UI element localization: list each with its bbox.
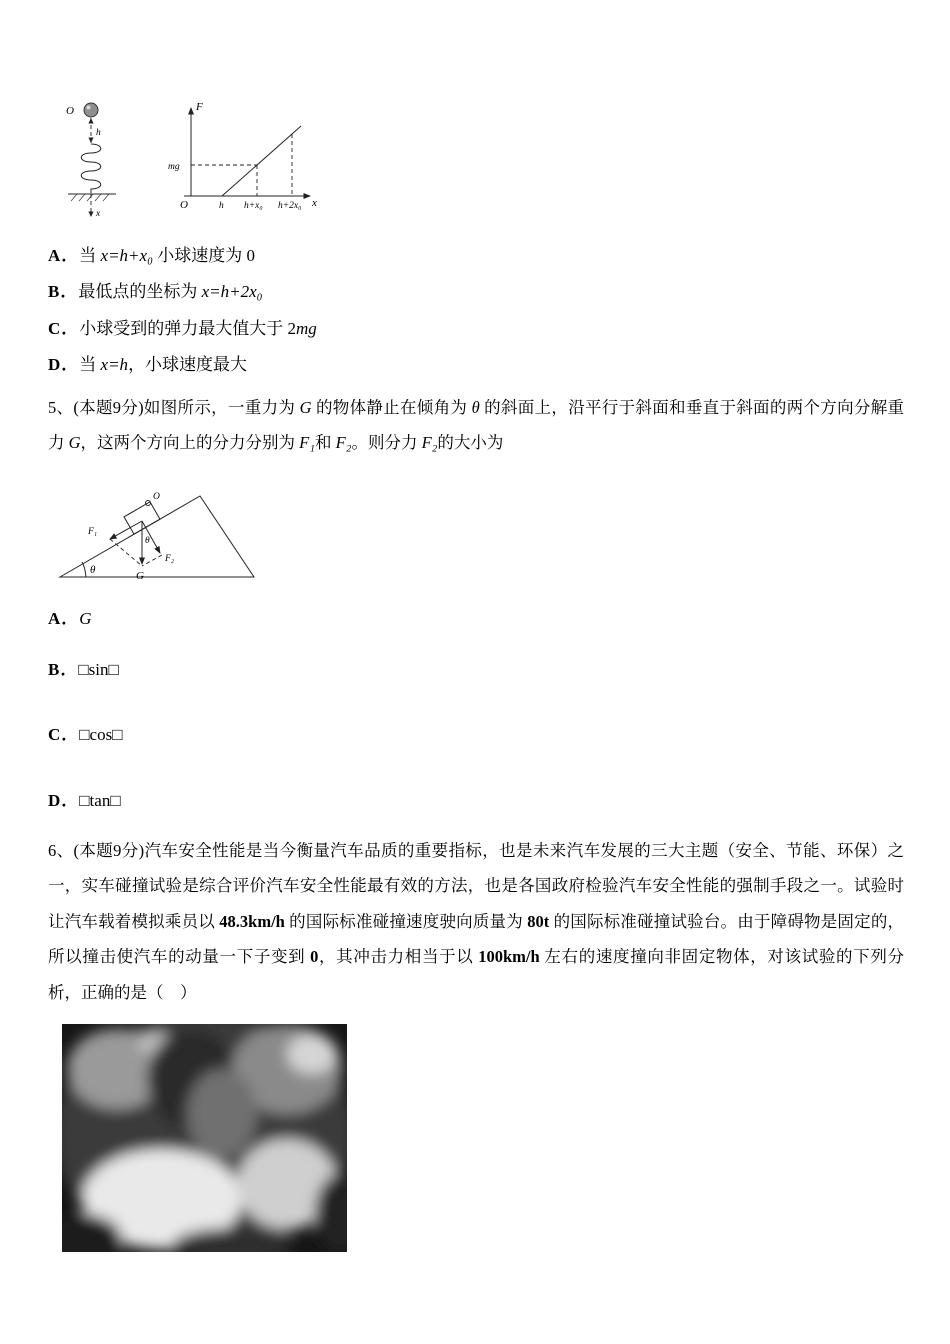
- q5-option-d: [48, 790, 904, 811]
- option-label: C．: [48, 318, 80, 338]
- option-text: 小球受到的弹力最大值大于 2: [79, 318, 297, 338]
- option-text: □tan□: [79, 790, 121, 810]
- f1-label: F₁: [88, 526, 98, 537]
- q5-text: 。则分力: [351, 433, 422, 453]
- q6-text: ，其冲击力相当于以: [318, 947, 479, 967]
- option-label: D．: [48, 354, 80, 374]
- q5-text: 5、(本题9分)如图所示，一重力为: [48, 398, 300, 417]
- spring-coil: [81, 144, 101, 193]
- graph-f-label: F: [196, 101, 203, 113]
- q6-stem: [48, 833, 904, 1010]
- x-direction-label: x: [96, 209, 101, 219]
- option-label: A．: [48, 608, 80, 628]
- option-math: x=h: [100, 354, 129, 374]
- q6-text: 的国际标准碰撞速度驶向质量为: [284, 911, 528, 931]
- option-text: 小球速度为 0: [152, 246, 255, 265]
- q6-text: 左右的速度撞向非固定物体，对该试验的下列分析，正确的是（ ）: [48, 947, 905, 1002]
- q5-option-c: [48, 724, 904, 745]
- q4-option-d: [48, 354, 904, 375]
- q5-figure: [52, 471, 904, 594]
- q6-text: 6、(本题9分)汽车安全性能是当今衡量汽车品质的重要指标，也是未来汽车发展的三大主题（安全、节能、环保）之一，实车碰撞试验是综合评价汽车安全性能最有效的方法，也是各国政府检验汽车安全性能的强制手段之一。试验时让汽车载着模拟乘员以: [48, 840, 904, 931]
- q5-var: F₂: [335, 433, 352, 453]
- ball-icon: [84, 103, 98, 117]
- option-label: B．: [48, 282, 79, 302]
- ground-hatching: [71, 194, 109, 201]
- tick-h: h: [219, 201, 224, 211]
- option-text: G: [79, 608, 92, 628]
- q5-var: G: [68, 433, 81, 453]
- q5-var: F₂: [421, 433, 438, 453]
- g-label: G: [136, 569, 144, 582]
- option-math: x=h+x₀: [100, 246, 153, 265]
- q4-figure: [54, 96, 904, 231]
- q6-value: 80t: [527, 911, 550, 931]
- q5-option-a: [48, 608, 904, 629]
- q5-option-b: [48, 659, 904, 680]
- option-text: 当: [79, 354, 101, 374]
- q5-options: [48, 608, 904, 811]
- option-label: B．: [48, 660, 79, 680]
- q4-option-c: [48, 318, 904, 339]
- option-text: □cos□: [79, 725, 123, 745]
- f2-label: F₂: [165, 553, 175, 564]
- block-angle-label: θ: [145, 535, 150, 546]
- f1-vector: [110, 521, 142, 539]
- q4-option-b: [48, 281, 904, 302]
- q6-value: 100km/h: [478, 947, 540, 967]
- option-label: D．: [48, 790, 80, 810]
- ball-origin-label: O: [66, 105, 74, 117]
- graph-origin-label: O: [180, 199, 188, 211]
- q5-var: F₁: [299, 433, 315, 453]
- q5-text: ，这两个方向上的分力分别为: [80, 433, 300, 453]
- photo-blobs: [62, 1024, 347, 1252]
- tick-h-2x0: h+2x₀: [278, 201, 302, 211]
- h-distance-label: h: [96, 128, 101, 138]
- tick-h-x0: h+x₀: [244, 201, 263, 211]
- crash-test-photo-image: [62, 1024, 347, 1252]
- q6-value: 48.3km/h: [219, 911, 285, 931]
- block-o-label: O: [153, 491, 160, 502]
- q5-var: G: [299, 398, 312, 417]
- q6-text: 的国际标准碰撞试验台。由于障碍物是固定的，所以撞击使汽车的动量一下子变到: [48, 911, 905, 967]
- mg-label: mg: [168, 162, 180, 172]
- option-text: ，小球速度最大: [128, 354, 248, 374]
- q5-stem: [48, 390, 904, 461]
- base-angle-label: θ: [90, 563, 96, 576]
- option-math: x=h+2x₀: [201, 282, 263, 302]
- q5-text: 的斜面上，沿平行于斜面和垂直于斜面的两个方向分解重力: [48, 398, 904, 453]
- incline-figure: [52, 471, 267, 589]
- base-angle-arc: [82, 562, 86, 577]
- crash-test-photo: [62, 1024, 347, 1252]
- q4-options: [48, 245, 904, 375]
- q5-var: θ: [471, 398, 480, 417]
- q5-text: 和: [315, 433, 336, 453]
- option-math: mg: [296, 318, 317, 338]
- q5-text: 的大小为: [437, 433, 504, 453]
- q5-text: 的物体静止在倾角为: [311, 398, 472, 417]
- option-label: C．: [48, 725, 80, 745]
- q4-option-a: [48, 245, 904, 266]
- graph-x-label: x: [312, 197, 317, 209]
- spring-ball-graph-figure: [54, 96, 326, 226]
- option-label: A．: [48, 246, 80, 265]
- q6-value: 0: [310, 947, 319, 967]
- option-text: 最低点的坐标为: [78, 282, 202, 302]
- graph-force-line: [222, 126, 301, 196]
- option-text: □sin□: [78, 660, 119, 680]
- option-text: 当: [79, 246, 101, 265]
